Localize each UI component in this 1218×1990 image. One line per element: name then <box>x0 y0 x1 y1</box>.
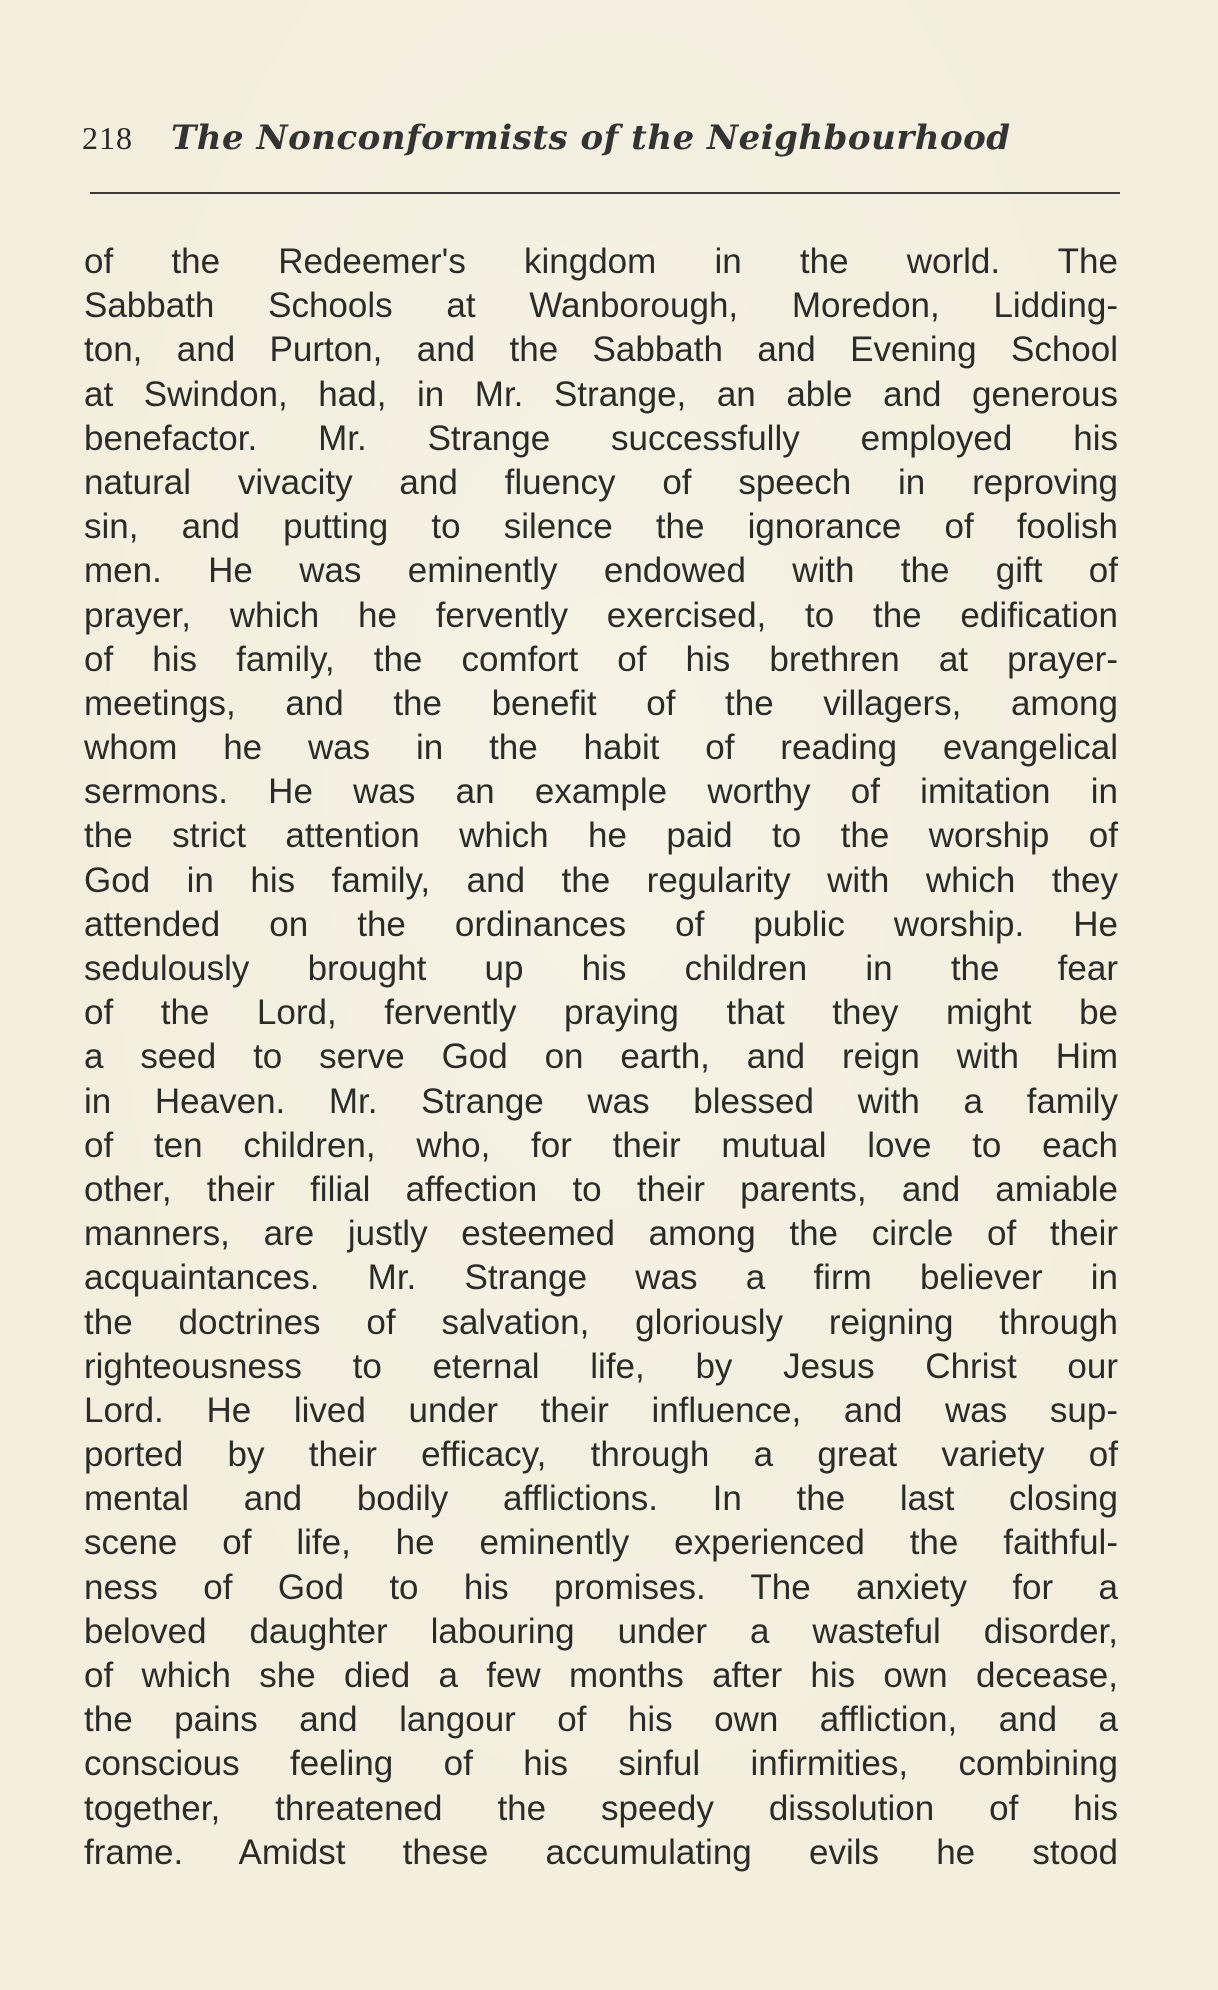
text-line: sin, and putting to silence the ignorance of foolish <box>84 507 1118 547</box>
text-line: righteousness to eternal life, by Jesus Christ our <box>84 1346 1118 1386</box>
text-line: the doctrines of salvation, gloriously reigning through <box>84 1302 1118 1342</box>
text-line: men. He was eminently endowed with the gift of <box>84 551 1118 591</box>
text-line: Sabbath Schools at Wanborough, Moredon, Lidding- <box>84 286 1118 326</box>
text-line: sermons. He was an example worthy of imitation in <box>84 772 1118 812</box>
text-line: of his family, the comfort of his brethren at prayer- <box>84 639 1118 679</box>
text-line: at Swindon, had, in Mr. Strange, an able and generous <box>84 374 1118 414</box>
text-line: beloved daughter labouring under a wasteful disorder, <box>84 1611 1118 1651</box>
header-rule <box>90 192 1120 194</box>
text-line: in Heaven. Mr. Strange was blessed with a family <box>84 1081 1118 1121</box>
text-line: a seed to serve God on earth, and reign with Him <box>84 1037 1118 1077</box>
page-header <box>82 118 1122 168</box>
text-line: acquaintances. Mr. Strange was a firm believer in <box>84 1258 1118 1298</box>
text-line: benefactor. Mr. Strange successfully employed his <box>84 418 1118 458</box>
text-line: the pains and langour of his own affliction, and a <box>84 1700 1118 1740</box>
text-line: ness of God to his promises. The anxiety for a <box>84 1567 1118 1607</box>
text-line: of which she died a few months after his own decease, <box>84 1656 1118 1695</box>
text-line: the strict attention which he paid to the worship of <box>84 816 1118 856</box>
text-line: attended on the ordinances of public worship. He <box>84 904 1118 944</box>
text-line: mental and bodily afflictions. In the last closing <box>84 1479 1118 1519</box>
running-title: The Nonconformists of the Neighbourhood <box>171 118 1011 158</box>
text-line: prayer, which he fervently exercised, to the edification <box>84 595 1118 635</box>
text-line: sedulously brought up his children in the fear <box>84 949 1118 988</box>
text-line: of the Redeemer's kingdom in the world. The <box>84 242 1118 281</box>
text-line: conscious feeling of his sinful infirmities, combining <box>84 1744 1118 1784</box>
text-line: manners, are justly esteemed among the circle of their <box>84 1214 1118 1254</box>
text-line: scene of life, he eminently experienced the faithful- <box>84 1523 1118 1563</box>
text-line: ton, and Purton, and the Sabbath and Evening School <box>84 330 1118 370</box>
text-line: of ten children, who, for their mutual love to each <box>84 1125 1118 1165</box>
text-line: together, threatened the speedy dissolution of his <box>84 1788 1118 1828</box>
page-number: 218 <box>82 120 133 156</box>
text-line: meetings, and the benefit of the villagers, among <box>84 683 1118 723</box>
text-line: natural vivacity and fluency of speech in reproving <box>84 462 1118 502</box>
text-line: whom he was in the habit of reading evangelical <box>84 728 1118 768</box>
text-line: frame. Amidst these accumulating evils he stood <box>84 1832 1118 1872</box>
body-text <box>84 240 1118 1875</box>
text-line: of the Lord, fervently praying that they might be <box>84 993 1118 1033</box>
text-line: ported by their efficacy, through a great variety of <box>84 1435 1118 1475</box>
text-line: God in his family, and the regularity with which they <box>84 860 1118 900</box>
text-line: other, their filial affection to their parents, and amiable <box>84 1169 1118 1209</box>
text-line: Lord. He lived under their influence, and was sup- <box>84 1390 1118 1430</box>
